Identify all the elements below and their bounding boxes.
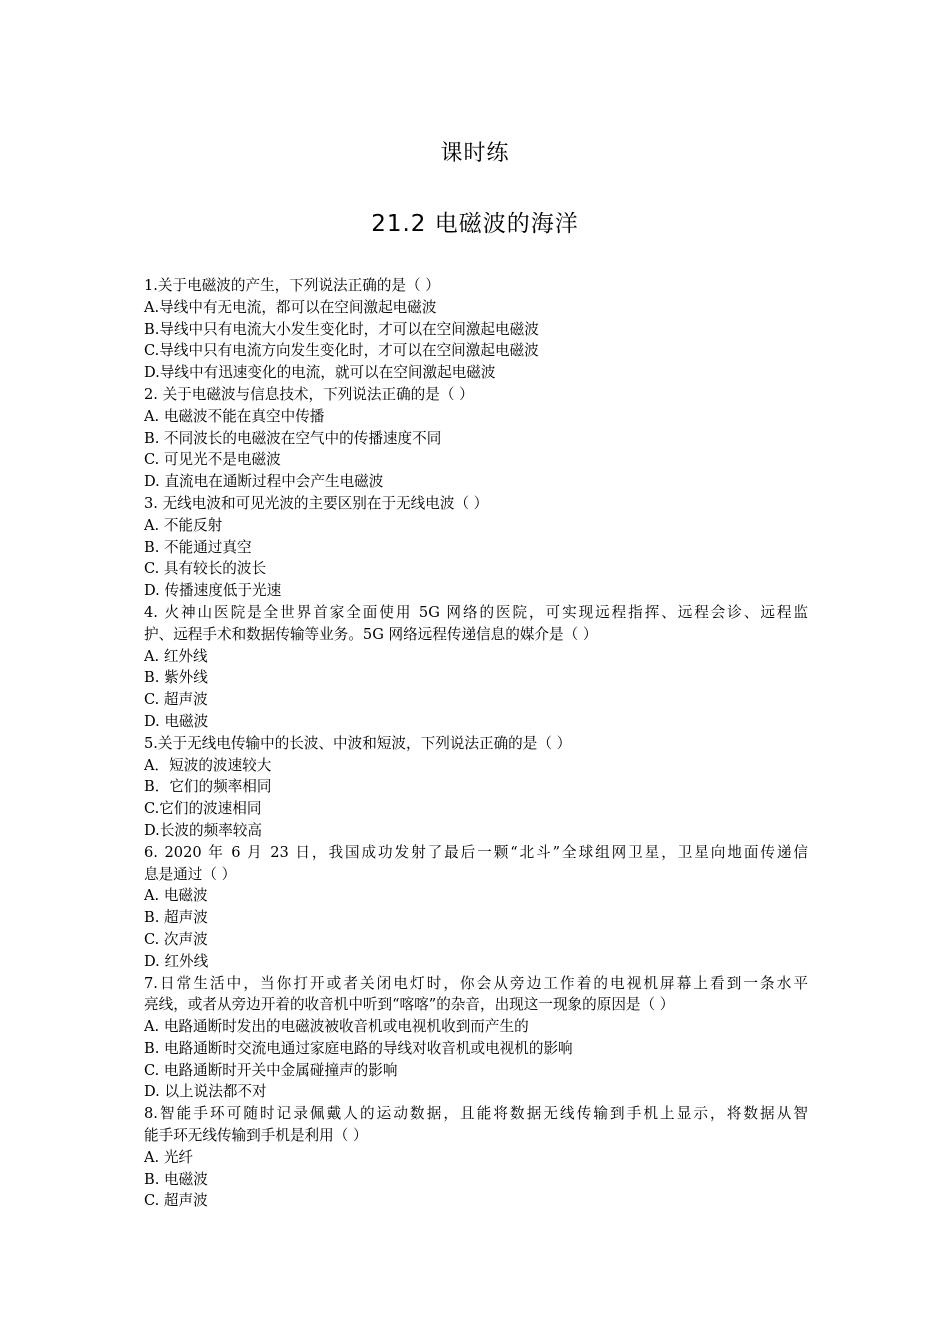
question-line: D. 红外线	[144, 952, 209, 970]
question-line: 5.关于无线电传输中的长波、中波和短波，下列说法正确的是（ ）	[144, 734, 572, 752]
question-line: D. 电磁波	[144, 712, 209, 730]
question-line: D. 以上说法都不对	[144, 1083, 267, 1101]
question-line: D. 直流电在通断过程中会产生电磁波	[144, 473, 384, 491]
question-line: 8.智能手环可随时记录佩戴人的运动数据，且能将数据无线传输到手机上显示，将数据从智	[144, 1105, 808, 1123]
question-line: 4. 火神山医院是全世界首家全面使用 5G 网络的医院，可实现远程指挥、远程会诊、远程监	[144, 603, 808, 621]
question-line: B. 不同波长的电磁波在空气中的传播速度不同	[144, 429, 442, 447]
lesson-subtitle: 21.2 电磁波的海洋	[371, 211, 579, 237]
question-line: C. 超声波	[144, 1192, 208, 1210]
question-line: A. 不能反射	[144, 516, 223, 534]
question-line: 息是通过（ ）	[144, 865, 237, 883]
question-line: 6. 2020 年 6 月 23 日，我国成功发射了最后一颗“北斗”全球组网卫星，卫星向地面传递信	[144, 843, 808, 861]
question-line: 能手环无线传输到手机是利用（ ）	[144, 1127, 368, 1145]
question-line: C. 具有较长的波长	[144, 560, 267, 578]
question-line: C.它们的波速相同	[144, 800, 262, 818]
question-line: D. 传播速度低于光速	[144, 582, 282, 600]
question-line: A.导线中有无电流，都可以在空间激起电磁波	[144, 298, 437, 316]
question-line: C. 可见光不是电磁波	[144, 451, 281, 469]
question-line: B. 紫外线	[144, 669, 208, 687]
question-line: A. 电路通断时发出的电磁波被收音机或电视机收到而产生的	[144, 1018, 529, 1036]
question-line: C. 超声波	[144, 691, 208, 709]
question-line: C. 次声波	[144, 930, 208, 948]
question-line: 护、远程手术和数据传输等业务。5G 网络远程传递信息的媒介是（ ）	[144, 625, 598, 643]
question-line: 3. 无线电波和可见光波的主要区别在于无线电波（ ）	[144, 494, 489, 512]
question-line: 1.关于电磁波的产生，下列说法正确的是（ ）	[144, 277, 440, 294]
question-line: B. 超声波	[144, 909, 208, 927]
question-line: C.导线中只有电流方向发生变化时，才可以在空间激起电磁波	[144, 342, 539, 360]
question-line: 亮线，或者从旁边开着的收音机中听到“喀喀”的杂音，出现这一现象的原因是（ ）	[144, 996, 675, 1014]
question-line: D.导线中有迅速变化的电流，就可以在空间激起电磁波	[144, 364, 496, 382]
question-line: A. 光纤	[144, 1148, 194, 1166]
question-line: C. 电路通断时开关中金属碰撞声的影响	[144, 1061, 398, 1079]
question-line: 2. 关于电磁波与信息技术，下列说法正确的是（ ）	[144, 385, 474, 403]
question-line: B．它们的频率相同	[144, 778, 272, 796]
question-line: A. 电磁波	[144, 887, 208, 905]
question-line: B. 不能通过真空	[144, 538, 252, 556]
question-line: A. 电磁波不能在真空中传播	[144, 407, 325, 425]
question-line: 7.日常生活中，当你打开或者关闭电灯时，你会从旁边工作着的电视机屏幕上看到一条水平	[144, 974, 808, 992]
question-line: A. 红外线	[144, 647, 208, 665]
question-line: B.导线中只有电流大小发生变化时，才可以在空间激起电磁波	[144, 320, 539, 338]
question-line: B. 电磁波	[144, 1170, 208, 1188]
question-line: B. 电路通断时交流电通过家庭电路的导线对收音机或电视机的影响	[144, 1039, 573, 1057]
question-line: A．短波的波速较大	[144, 756, 272, 774]
page-title: 课时练	[440, 141, 510, 166]
question-list	[144, 275, 808, 1212]
question-line: D.长波的频率较高	[144, 821, 262, 839]
